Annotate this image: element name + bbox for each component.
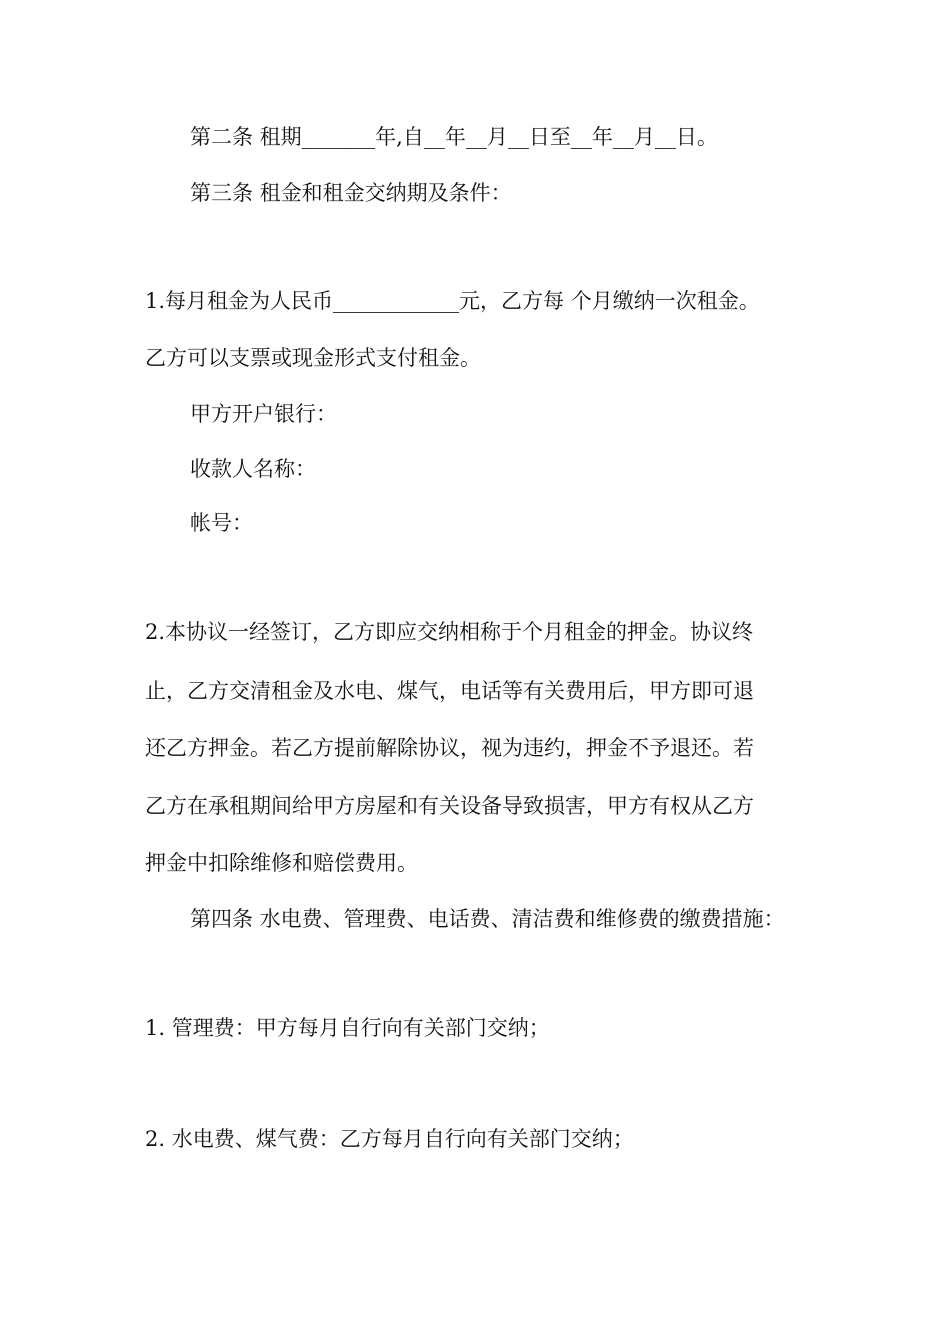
deposit-clause-line-3: 还乙方押金。若乙方提前解除协议，视为违约，押金不予退还。若 — [145, 736, 754, 760]
rent-clause-1-line-1: 1.每月租金为人民币____________元，乙方每 个月缴纳一次租金。 — [145, 289, 760, 313]
deposit-clause-line-1: 2.本协议一经签订，乙方即应交纳相称于个月租金的押金。协议终 — [145, 620, 754, 644]
deposit-clause-line-5: 押金中扣除维修和赔偿费用。 — [145, 851, 418, 875]
deposit-clause-line-2: 止，乙方交清租金及水电、煤气，电话等有关费用后，甲方即可退 — [145, 679, 754, 703]
article-4-heading: 第四条 水电费、管理费、电话费、清洁费和维修费的缴费措施： — [190, 907, 785, 931]
management-fee-clause: 1. 管理费：甲方每月自行向有关部门交纳； — [145, 1016, 550, 1040]
article-3-heading: 第三条 租金和租金交纳期及条件： — [190, 181, 512, 205]
deposit-clause-line-4: 乙方在承租期间给甲方房屋和有关设备导致损害，甲方有权从乙方 — [145, 794, 754, 818]
rent-clause-1-line-2: 乙方可以支票或现金形式支付租金。 — [145, 346, 481, 370]
account-field: 帐号： — [190, 511, 253, 535]
bank-field: 甲方开户银行： — [190, 402, 337, 426]
payee-field: 收款人名称： — [190, 457, 316, 481]
utilities-fee-clause: 2. 水电费、煤气费：乙方每月自行向有关部门交纳； — [145, 1127, 634, 1151]
article-2-lease-term: 第二条 租期_______年,自__年__月__日至__年__月__日。 — [190, 125, 718, 149]
